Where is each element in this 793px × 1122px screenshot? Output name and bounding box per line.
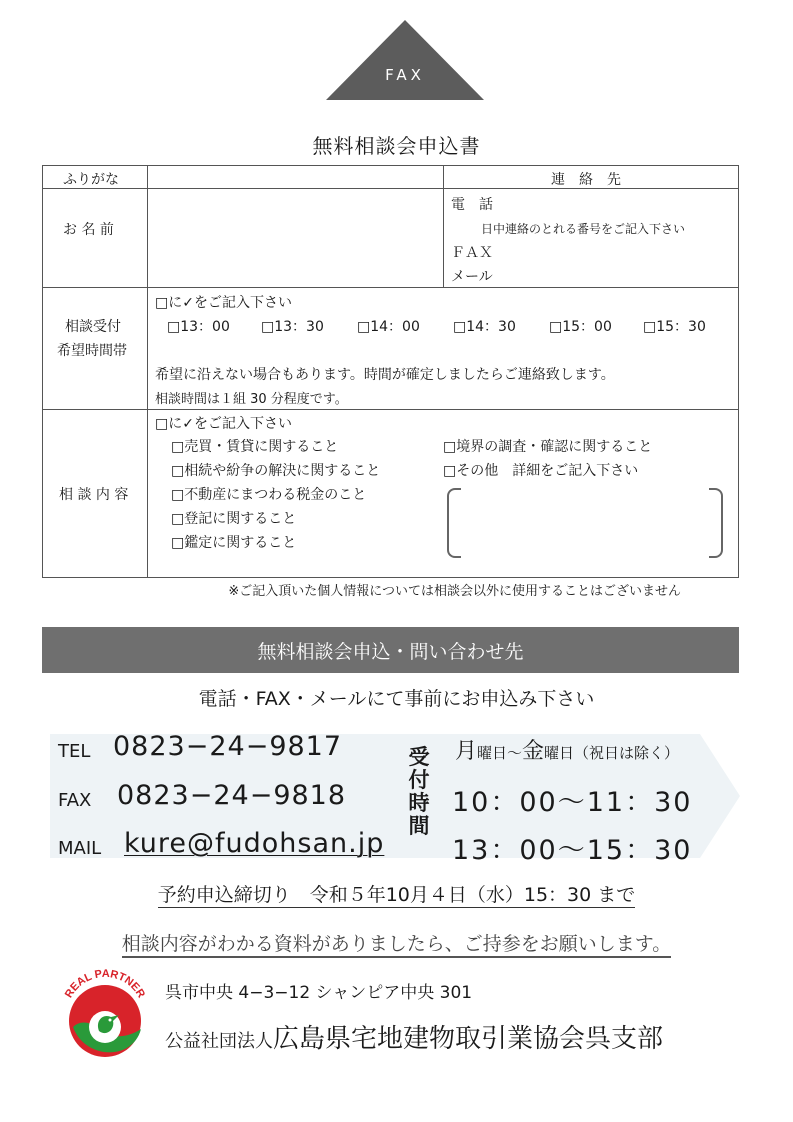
day-unit: 曜日〜 <box>477 744 523 762</box>
fax-number[interactable]: 0823−24−9818 <box>117 780 347 811</box>
contact-banner-title: 無料相談会申込・問い合わせ先 <box>257 641 524 663</box>
topic-option[interactable]: □その他 詳細をご記入下さい <box>443 463 639 479</box>
time-slot-option[interactable]: □14：00 <box>357 319 420 335</box>
reception-hours-afternoon: 13：00〜15：30 <box>452 835 693 866</box>
time-slot-option[interactable]: □15：30 <box>643 319 706 335</box>
time-label-line1: 相談受付 <box>65 319 121 335</box>
time-label-line2: 希望時間帯 <box>57 343 127 359</box>
details-input-area[interactable] <box>463 490 707 554</box>
bring-documents-text: 相談内容がわかる資料がありましたら、ご持参をお願いします。 <box>122 933 671 958</box>
reception-days <box>455 734 679 765</box>
topic-option[interactable]: □登記に関すること <box>171 511 297 527</box>
application-form <box>42 165 739 578</box>
mail-field-label: メール <box>451 269 493 285</box>
fax-field-label: ＦＡＸ <box>451 245 493 261</box>
deadline <box>0 880 793 907</box>
form-title: 無料相談会申込書 <box>312 134 481 158</box>
content-check-instruction: □に✓をご記入下さい <box>155 416 292 432</box>
time-slot-option[interactable]: □13：00 <box>167 319 230 335</box>
time-slot-option[interactable]: □15：00 <box>549 319 612 335</box>
details-bracket-right <box>709 488 723 558</box>
bring-documents <box>0 929 793 956</box>
mail-label: MAIL <box>58 838 102 859</box>
furigana-label: ふりがな <box>63 172 119 188</box>
privacy-note: ※ご記入頂いた個人情報については相談会以外に使用することはございません <box>228 584 681 599</box>
day-unit-holiday: 曜日（祝日は除く） <box>544 744 680 762</box>
mail-address[interactable]: kure@fudohsan.jp <box>124 828 385 859</box>
time-slot-option[interactable]: □13：30 <box>261 319 324 335</box>
tel-number[interactable]: 0823−24−9817 <box>113 731 343 762</box>
name-field[interactable] <box>149 190 441 285</box>
topic-option[interactable]: □相続や紛争の解決に関すること <box>171 463 381 479</box>
org-prefix: 公益社団法人 <box>165 1031 273 1052</box>
deadline-text: 予約申込締切り 令和５年10月４日（水）15：30 まで <box>157 884 636 906</box>
content-label: 相 談 内 容 <box>59 487 129 503</box>
organization-name <box>165 1018 663 1055</box>
phone-note: 日中連絡のとれる番号をご記入下さい <box>481 222 686 236</box>
details-bracket-left <box>447 488 461 558</box>
name-label: お 名 前 <box>63 222 114 238</box>
reception-time-label: 受 付 時 間 <box>408 745 430 838</box>
topic-option[interactable]: □鑑定に関すること <box>171 535 297 551</box>
furigana-field[interactable] <box>149 167 441 187</box>
time-slot-option[interactable]: □14：30 <box>453 319 516 335</box>
time-check-instruction: □に✓をご記入下さい <box>155 295 292 311</box>
org-name: 広島県宅地建物取引業協会呉支部 <box>273 1024 664 1054</box>
day-to: 金 <box>522 739 545 764</box>
tel-label: TEL <box>58 741 91 762</box>
fax-header-label: FAX <box>385 66 425 84</box>
topic-option[interactable]: □不動産にまつわる税金のこと <box>171 487 367 503</box>
topic-option[interactable]: □売買・賃貸に関すること <box>171 439 339 455</box>
day-from: 月 <box>455 739 478 764</box>
real-partner-logo <box>55 965 155 1065</box>
contact-header: 連 絡 先 <box>551 172 621 188</box>
phone-label: 電 話 <box>451 197 493 213</box>
contact-sub-heading: 電話・FAX・メールにて事前にお申込み下さい <box>198 688 595 710</box>
duration-note: 相談時間は１組 30 分程度です。 <box>155 392 348 407</box>
time-note: 希望に沿えない場合もあります。時間が確定しましたらご連絡致します。 <box>155 367 615 383</box>
reception-hours-morning: 10：00〜11：30 <box>452 787 693 818</box>
topic-option[interactable]: □境界の調査・確認に関すること <box>443 439 653 455</box>
fax-label: FAX <box>58 790 92 811</box>
logo-text: REAL PARTNER <box>62 967 148 1001</box>
fax-triangle <box>326 20 484 100</box>
address: 呉市中央 4−3−12 シャンピア中央 301 <box>165 983 473 1003</box>
